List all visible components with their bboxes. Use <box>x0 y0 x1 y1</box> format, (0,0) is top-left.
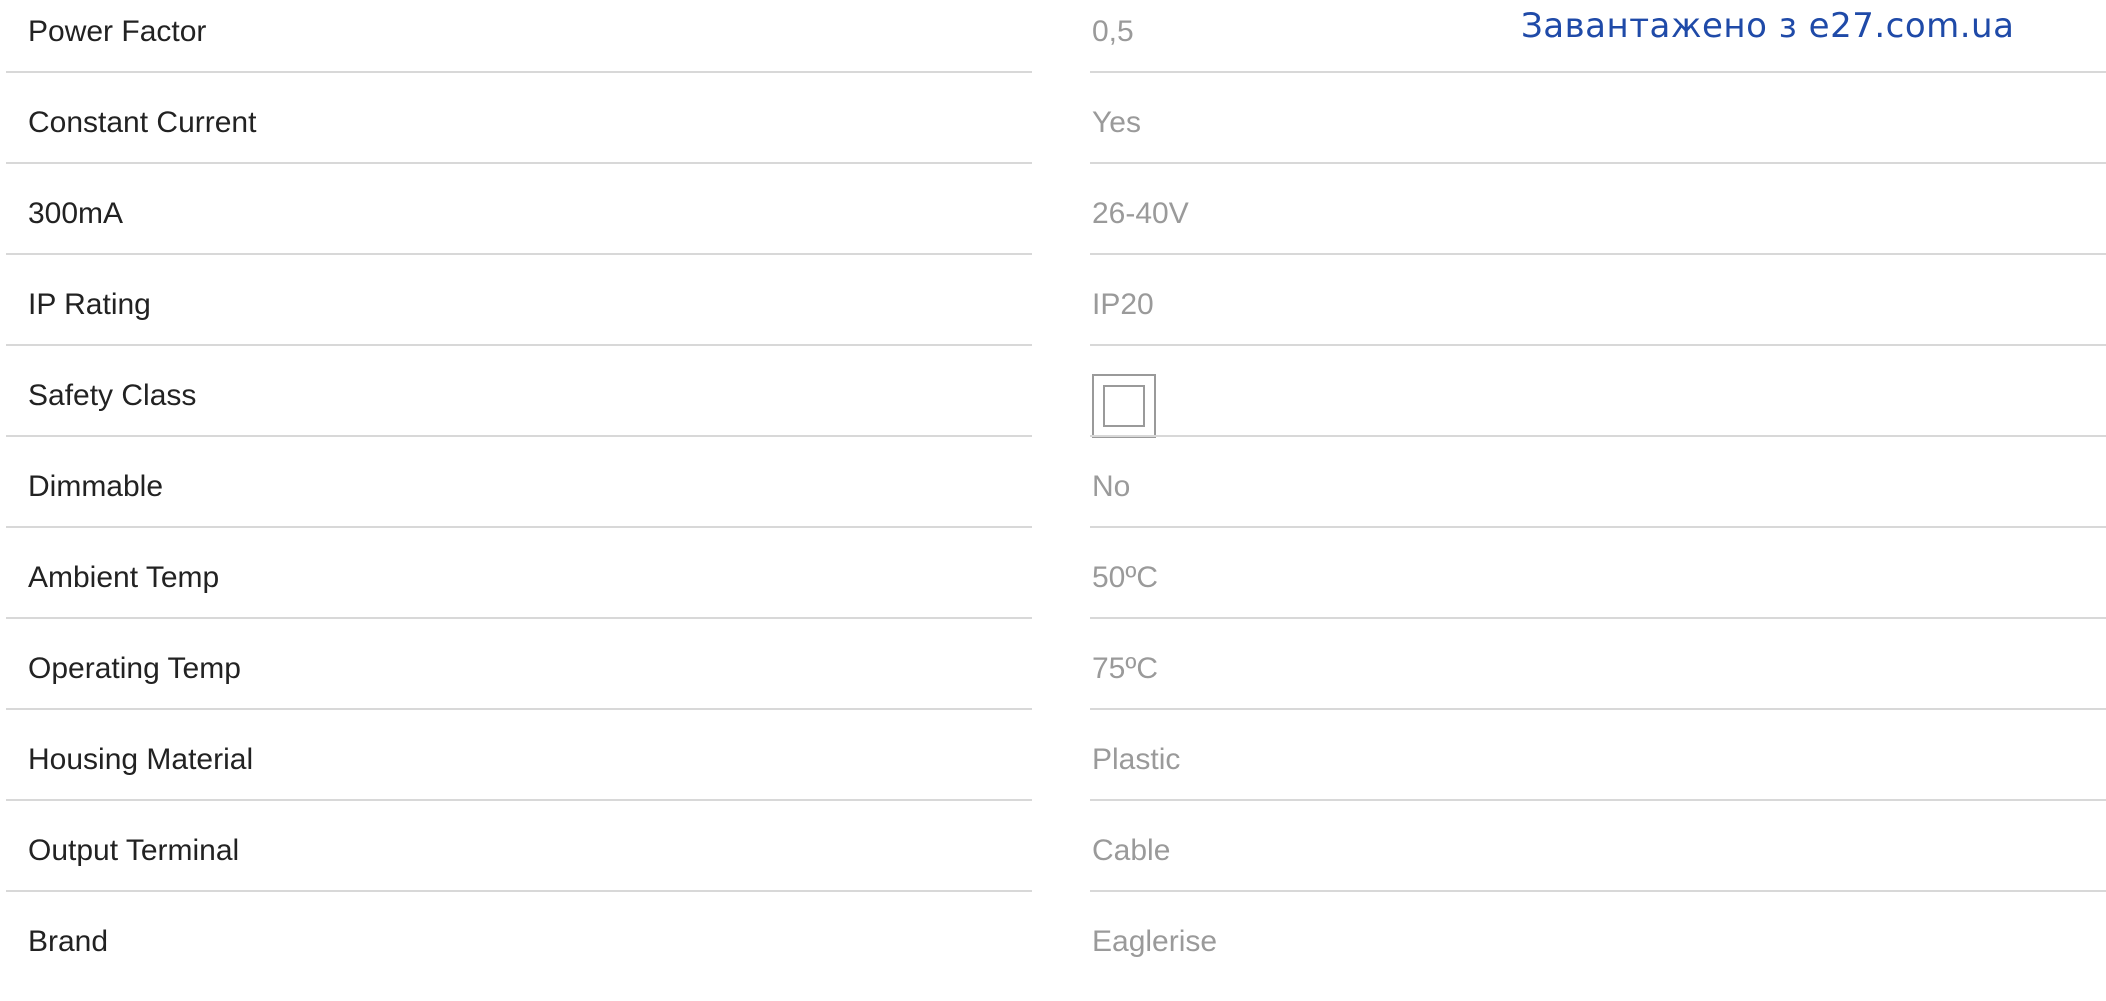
row-divider <box>6 708 1032 710</box>
spec-label: Output Terminal <box>28 834 240 867</box>
spec-label: Housing Material <box>28 743 254 776</box>
row-divider <box>1090 708 2106 710</box>
row-divider <box>1090 344 2106 346</box>
spec-value: Eaglerise <box>1092 925 1218 958</box>
row-divider <box>1090 253 2106 255</box>
row-divider <box>6 162 1032 164</box>
row-divider <box>1090 617 2106 619</box>
spec-label: 300mA <box>28 197 124 230</box>
row-divider <box>6 344 1032 346</box>
spec-label: Constant Current <box>28 106 257 139</box>
row-divider <box>1090 71 2106 73</box>
row-divider <box>1090 526 2106 528</box>
row-divider <box>6 253 1032 255</box>
watermark-text: Завантажено з e27.com.ua <box>1521 6 2015 46</box>
spec-row-ambient-temp <box>0 546 2106 637</box>
row-divider <box>6 799 1032 801</box>
row-divider <box>6 71 1032 73</box>
spec-value: Plastic <box>1092 743 1181 776</box>
spec-value: 50ºC <box>1092 561 1158 594</box>
spec-label: Brand <box>28 925 109 958</box>
row-divider <box>6 617 1032 619</box>
row-divider <box>6 526 1032 528</box>
spec-row-brand <box>0 910 2106 1001</box>
spec-label: Safety Class <box>28 379 197 412</box>
row-divider <box>6 435 1032 437</box>
spec-label: Dimmable <box>28 470 164 503</box>
spec-value: 26-40V <box>1092 197 1189 230</box>
class-ii-inner-square <box>1103 385 1145 427</box>
spec-label: Power Factor <box>28 15 207 48</box>
spec-row-safety-class <box>0 364 2106 455</box>
spec-value: Yes <box>1092 106 1141 139</box>
row-divider <box>1090 799 2106 801</box>
spec-value: 75ºC <box>1092 652 1158 685</box>
spec-value: 0,5 <box>1092 15 1134 48</box>
spec-row-dimmable <box>0 455 2106 546</box>
spec-row-output-terminal <box>0 819 2106 910</box>
row-divider <box>1090 435 2106 437</box>
spec-row-constant-current <box>0 91 2106 182</box>
spec-row-current-voltage <box>0 182 2106 273</box>
row-divider <box>1090 890 2106 892</box>
spec-row-ip-rating <box>0 273 2106 364</box>
spec-label: Operating Temp <box>28 652 241 685</box>
spec-value: Cable <box>1092 834 1171 867</box>
spec-row-housing-material <box>0 728 2106 819</box>
spec-value: No <box>1092 470 1131 503</box>
class-ii-double-insulation-icon <box>1092 374 1156 438</box>
spec-label: Ambient Temp <box>28 561 220 594</box>
row-divider <box>1090 162 2106 164</box>
spec-label: IP Rating <box>28 288 151 321</box>
spec-row-power-factor <box>0 0 2106 91</box>
spec-row-operating-temp <box>0 637 2106 728</box>
spec-value: IP20 <box>1092 288 1154 321</box>
row-divider <box>6 890 1032 892</box>
